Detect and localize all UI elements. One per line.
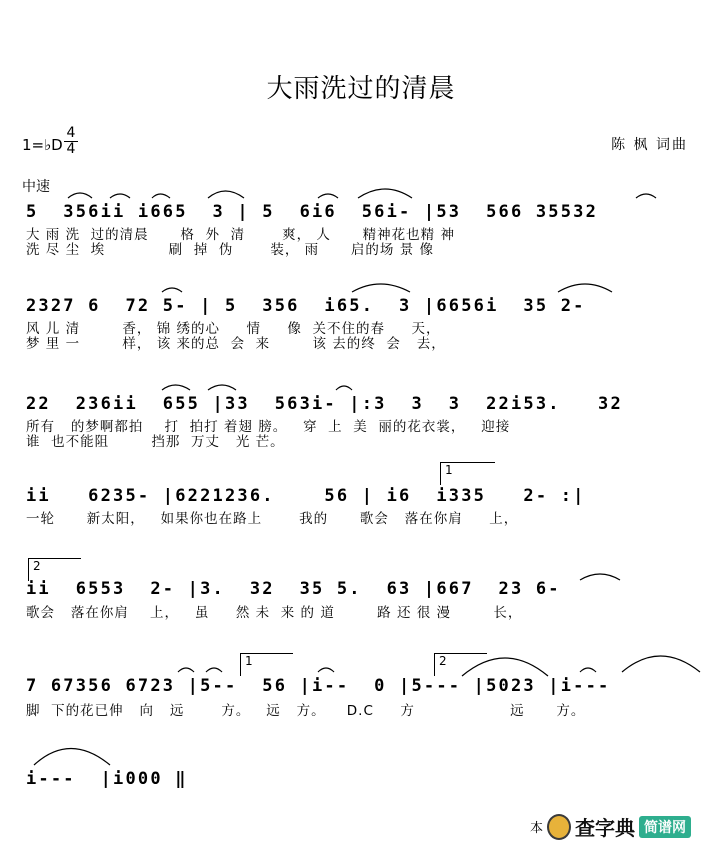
song-title: 大雨洗过的清晨 (266, 74, 456, 104)
slur (558, 284, 612, 292)
slur (352, 284, 410, 292)
logo-tag: 简谱网 (639, 816, 691, 838)
slur (162, 288, 182, 292)
lyrics-row-3-verse-1: 所有 的梦啊都拍 打 拍打 着翅 膀。 穿 上 美 丽的花衣裳， 迎接 (26, 419, 511, 435)
slur (462, 658, 548, 676)
time-signature-bottom: 4 (66, 141, 76, 157)
volta-2-row-6: 2 (434, 653, 487, 676)
slur (580, 668, 596, 672)
slur (208, 385, 236, 390)
notation-row-7: i--- |i000 ‖ (26, 769, 188, 789)
slur (34, 749, 110, 766)
slur (358, 189, 412, 198)
volta-2-row-5: 2 (28, 558, 81, 581)
slur (162, 385, 190, 390)
slur (636, 194, 656, 198)
key-signature: 1=♭D (22, 136, 63, 154)
slur (318, 194, 338, 198)
time-signature-top: 4 (64, 126, 78, 142)
notation-row-5: ii 6553 2- |3. 32 35 5. 63 |667 23 6- (26, 579, 561, 599)
lyrics-row-6: 脚 下的花已伸 向 远 方。 远 方。 D.C 方 远 方。 (26, 703, 586, 719)
notation-row-6: 7 67356 6723 |5-- 56 |i-- 0 |5--- |5023 |i--- (26, 676, 611, 696)
slur (622, 656, 700, 672)
notation-row-3: 22 236ii 655 |33 563i- |:3 3 3 22i53. 32 (26, 394, 623, 414)
lyrics-row-1-verse-1: 大 雨 洗 过的清晨 格 外 清 爽， 人 精神花也精 神 (26, 227, 455, 243)
lyrics-row-2-verse-2: 梦 里 一 样， 该 来的总 会 来 该 去的终 会 去， (26, 336, 446, 352)
slur (206, 668, 222, 672)
lyrics-row-3-verse-2: 谁 也不能阻 挡那 万丈 光 芒。 (26, 434, 285, 450)
notation-row-2: 2327 6 72 5- | 5 356 i65. 3 |6656i 35 2- (26, 296, 586, 316)
volta-1-row-6: 1 (240, 653, 293, 676)
slur (110, 194, 130, 198)
slur (152, 194, 170, 198)
lyrics-row-2-verse-1: 风 儿 清 香， 锦 绣的心 情 像 关不住的春 天， (26, 321, 441, 337)
mascot-icon (547, 814, 571, 840)
slur (178, 668, 194, 672)
slur (208, 191, 244, 198)
notation-row-1: 5 356ii i665 3 | 5 6i6 56i- |53 566 35532 (26, 202, 599, 222)
lyrics-row-5: 歌会 落在你肩 上， 虽 然 未 来 的 道 路 还 很 漫 长， (26, 605, 523, 621)
lyrics-row-4: 一轮 新太阳， 如果你也在路上 我的 歌会 落在你肩 上， (26, 511, 519, 527)
tempo-marking: 中速 (22, 179, 50, 195)
composer-credit: 陈 枫 词曲 (611, 137, 688, 153)
slur (580, 574, 620, 580)
volta-1-row-4: 1 (440, 462, 495, 485)
site-logo (530, 812, 691, 841)
logo-prefix: 本 (530, 821, 544, 836)
slur (318, 668, 334, 672)
slur (68, 193, 92, 198)
lyrics-row-1-verse-2: 洗 尽 尘 埃 刷 掉 伪 装， 雨 启的场 景 像 (26, 242, 434, 258)
slur (336, 386, 352, 390)
logo-name: 查字典 (575, 816, 636, 840)
notation-row-4: ii 6235- |6221236. 56 | i6 i335 2- :| (26, 486, 586, 506)
